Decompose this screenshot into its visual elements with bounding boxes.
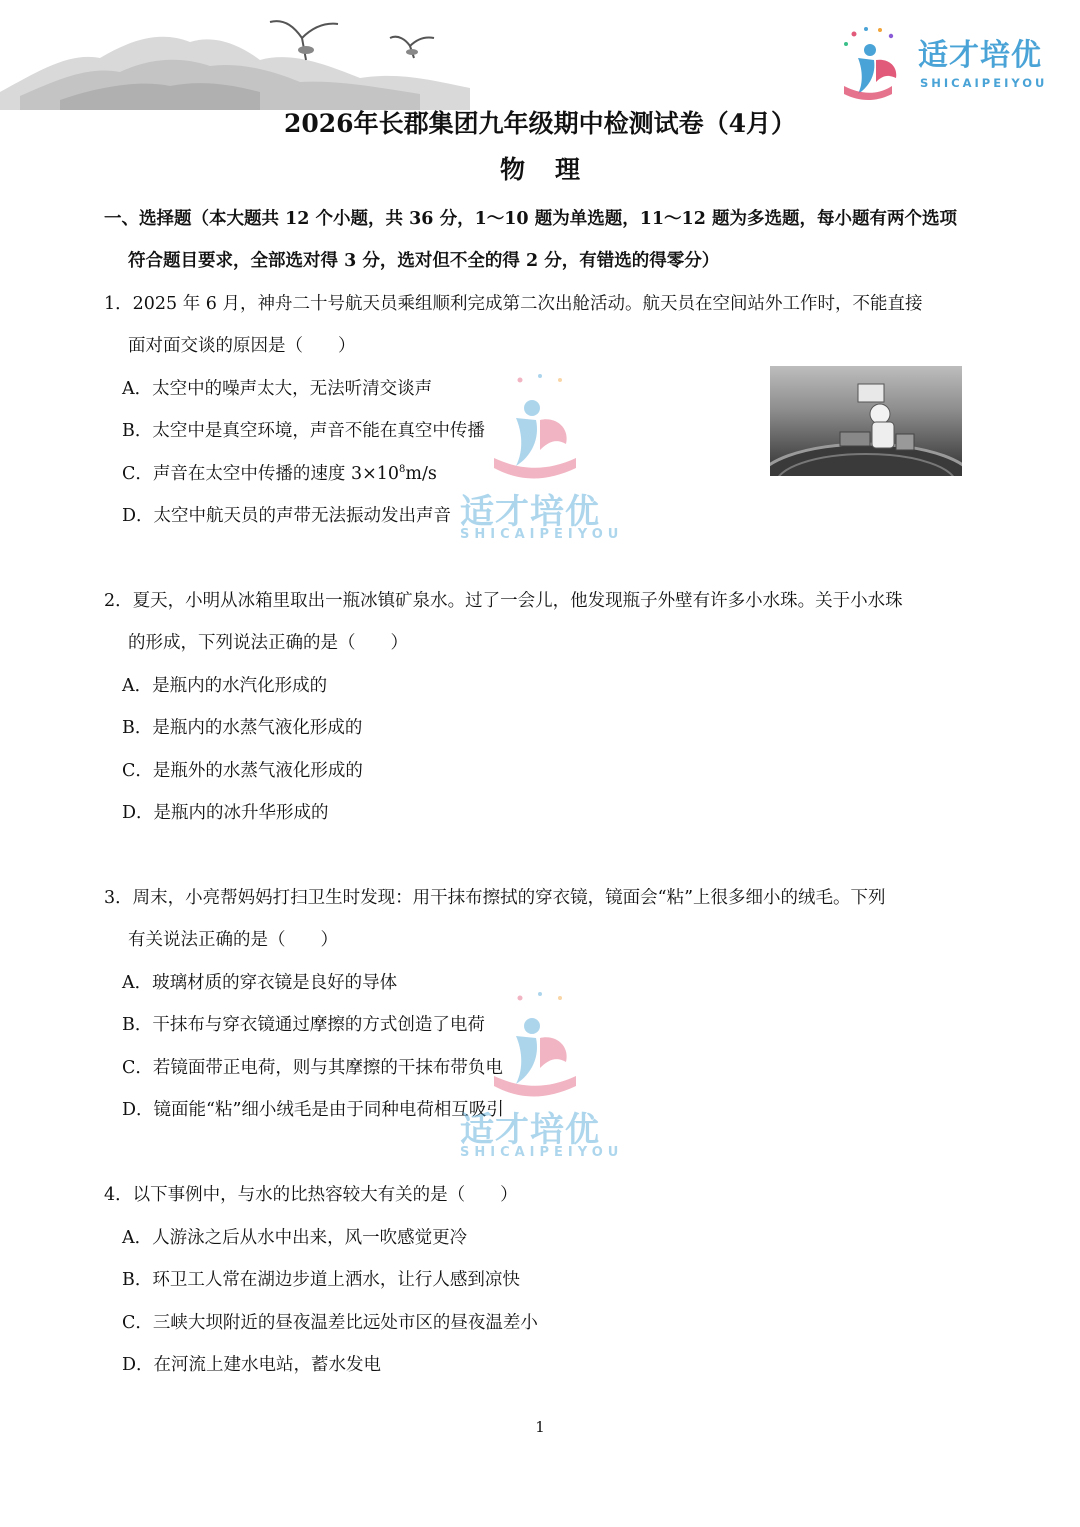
question-2-option-d: D．是瓶内的冰升华形成的 <box>122 803 329 823</box>
question-2-stem-cont: 的形成，下列说法正确的是（ ） <box>128 633 408 653</box>
question-3-option-a: A．玻璃材质的穿衣镜是良好的导体 <box>122 973 398 993</box>
question-1-option-b: B．太空中是真空环境，声音不能在真空中传播 <box>122 421 485 441</box>
astronaut-spacewalk-icon <box>770 366 962 476</box>
astronaut-photo <box>770 366 962 476</box>
question-2-option-b: B．是瓶内的水蒸气液化形成的 <box>122 718 363 738</box>
brand-logo <box>836 24 1066 104</box>
question-4-option-b: B．环卫工人常在湖边步道上洒水，让行人感到凉快 <box>122 1270 520 1290</box>
question-3-stem-cont: 有关说法正确的是（ ） <box>128 930 338 950</box>
exam-title: 2026年长郡集团九年级期中检测试卷（4月） <box>284 109 796 138</box>
mountain-crane-banner-icon <box>0 0 470 110</box>
question-1-option-c: C．声音在太空中传播的速度 $3\times 10^8m/s$ <box>122 464 437 484</box>
section-heading-cont: 符合题目要求，全部选对得 3 分，选对但不全的得 2 分，有错选的得零分） <box>128 251 720 271</box>
watermark-en: SHICAIPEIYOU <box>460 1145 624 1160</box>
question-4-option-a: A．人游泳之后从水中出来，风一吹感觉更冷 <box>122 1228 468 1248</box>
section-heading: 一、选择题（本大题共 12 个小题，共 36 分，1～10 题为单选题，11～12 题为多选题，每小题有两个选项 <box>104 209 957 229</box>
watermark-en: SHICAIPEIYOU <box>460 527 624 542</box>
exam-subject: 物理 <box>499 155 610 184</box>
watermark-cn: 适才培优 <box>460 1110 600 1150</box>
question-3-option-c: C．若镜面带正电荷，则与其摩擦的干抹布带负电 <box>122 1058 503 1078</box>
shicaipeiyou-logo-icon <box>836 24 916 104</box>
question-4-option-c: C．三峡大坝附近的昼夜温差比远处市区的昼夜温差小 <box>122 1313 538 1333</box>
question-1-option-d: D．太空中航天员的声带无法振动发出声音 <box>122 506 452 526</box>
watermark-cn: 适才培优 <box>460 492 600 532</box>
brand-name-cn: 适才培优 <box>918 38 1042 73</box>
question-4-stem: 4．以下事例中，与水的比热容较大有关的是（ ） <box>104 1185 518 1205</box>
question-2-stem: 2．夏天，小明从冰箱里取出一瓶冰镇矿泉水。过了一会儿，他发现瓶子外壁有许多小水珠。关于小水珠 <box>104 591 903 611</box>
question-3-stem: 3．周末，小亮帮妈妈打扫卫生时发现：用干抹布擦拭的穿衣镜，镜面会“粘”上很多细小的绒毛。下列 <box>104 888 886 908</box>
question-4-option-d: D．在河流上建水电站，蓄水发电 <box>122 1355 382 1375</box>
question-1-stem-cont: 面对面交谈的原因是（ ） <box>128 336 356 356</box>
question-1-option-a: A．太空中的噪声太大，无法听清交谈声 <box>122 379 433 399</box>
brand-name-en: SHICAIPEIYOU <box>920 76 1048 90</box>
watermark <box>460 372 630 542</box>
question-3-option-d: D．镜面能“粘”细小绒毛是由于同种电荷相互吸引 <box>122 1100 504 1120</box>
shicaipeiyou-watermark-icon <box>480 372 600 482</box>
question-3-option-b: B．干抹布与穿衣镜通过摩擦的方式创造了电荷 <box>122 1015 485 1035</box>
question-2-option-c: C．是瓶外的水蒸气液化形成的 <box>122 761 363 781</box>
shicaipeiyou-watermark-icon <box>480 990 600 1100</box>
question-1-stem: 1．2025 年 6 月，神舟二十号航天员乘组顺利完成第二次出舱活动。航天员在空间站外工作时，不能直接 <box>104 294 923 314</box>
page-number: 1 <box>535 1418 545 1436</box>
question-2-option-a: A．是瓶内的水汽化形成的 <box>122 676 328 696</box>
